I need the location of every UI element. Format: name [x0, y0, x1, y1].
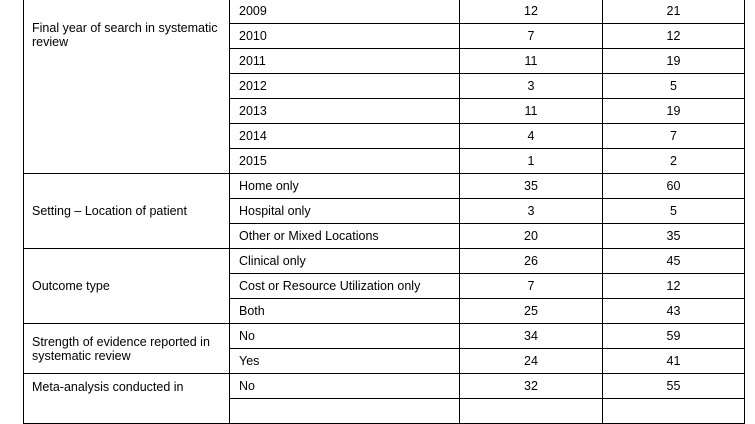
row-label: [230, 399, 460, 424]
row-label: Yes: [230, 349, 460, 374]
count-cell: 26: [460, 249, 603, 274]
count-cell: 1: [460, 149, 603, 174]
count-cell: 32: [460, 374, 603, 399]
percent-cell: 19: [603, 99, 745, 124]
count-cell: 12: [460, 0, 603, 24]
row-label: No: [230, 324, 460, 349]
category-cell: Setting – Location of patient: [24, 174, 230, 249]
count-cell: 3: [460, 74, 603, 99]
percent-cell: 19: [603, 49, 745, 74]
row-label: Home only: [230, 174, 460, 199]
row-label: 2009: [230, 0, 460, 24]
row-label: 2013: [230, 99, 460, 124]
row-label: 2010: [230, 24, 460, 49]
row-label: Both: [230, 299, 460, 324]
percent-cell: 59: [603, 324, 745, 349]
table-row: [24, 374, 745, 399]
percent-cell: 43: [603, 299, 745, 324]
count-cell: 3: [460, 199, 603, 224]
percent-cell: 55: [603, 374, 745, 399]
row-label: Hospital only: [230, 199, 460, 224]
percent-cell: 2: [603, 149, 745, 174]
percent-cell: 5: [603, 199, 745, 224]
percent-cell: 12: [603, 274, 745, 299]
table-row: [24, 324, 745, 349]
count-cell: 7: [460, 24, 603, 49]
row-label: No: [230, 374, 460, 399]
percent-cell: 41: [603, 349, 745, 374]
percent-cell: 60: [603, 174, 745, 199]
row-label: Other or Mixed Locations: [230, 224, 460, 249]
table-row: [24, 0, 745, 24]
percent-cell: 12: [603, 24, 745, 49]
percent-cell: 21: [603, 0, 745, 24]
table-row: [24, 249, 745, 274]
category-cell: Meta-analysis conducted in: [24, 374, 230, 424]
count-cell: 4: [460, 124, 603, 149]
count-cell: 7: [460, 274, 603, 299]
percent-cell: 35: [603, 224, 745, 249]
category-cell: Strength of evidence reported in systematic review: [24, 324, 230, 374]
count-cell: 11: [460, 49, 603, 74]
count-cell: [460, 399, 603, 424]
row-label: 2012: [230, 74, 460, 99]
count-cell: 34: [460, 324, 603, 349]
count-cell: 35: [460, 174, 603, 199]
count-cell: 20: [460, 224, 603, 249]
row-label: Clinical only: [230, 249, 460, 274]
count-cell: 25: [460, 299, 603, 324]
count-cell: 24: [460, 349, 603, 374]
row-label: 2015: [230, 149, 460, 174]
table-row: [24, 174, 745, 199]
category-cell: Final year of search in systematic review: [24, 0, 230, 174]
percent-cell: 45: [603, 249, 745, 274]
percent-cell: 7: [603, 124, 745, 149]
category-cell: Outcome type: [24, 249, 230, 324]
count-cell: 11: [460, 99, 603, 124]
percent-cell: [603, 399, 745, 424]
percent-cell: 5: [603, 74, 745, 99]
row-label: 2011: [230, 49, 460, 74]
row-label: 2014: [230, 124, 460, 149]
row-label: Cost or Resource Utilization only: [230, 274, 460, 299]
data-table: [23, 0, 745, 424]
